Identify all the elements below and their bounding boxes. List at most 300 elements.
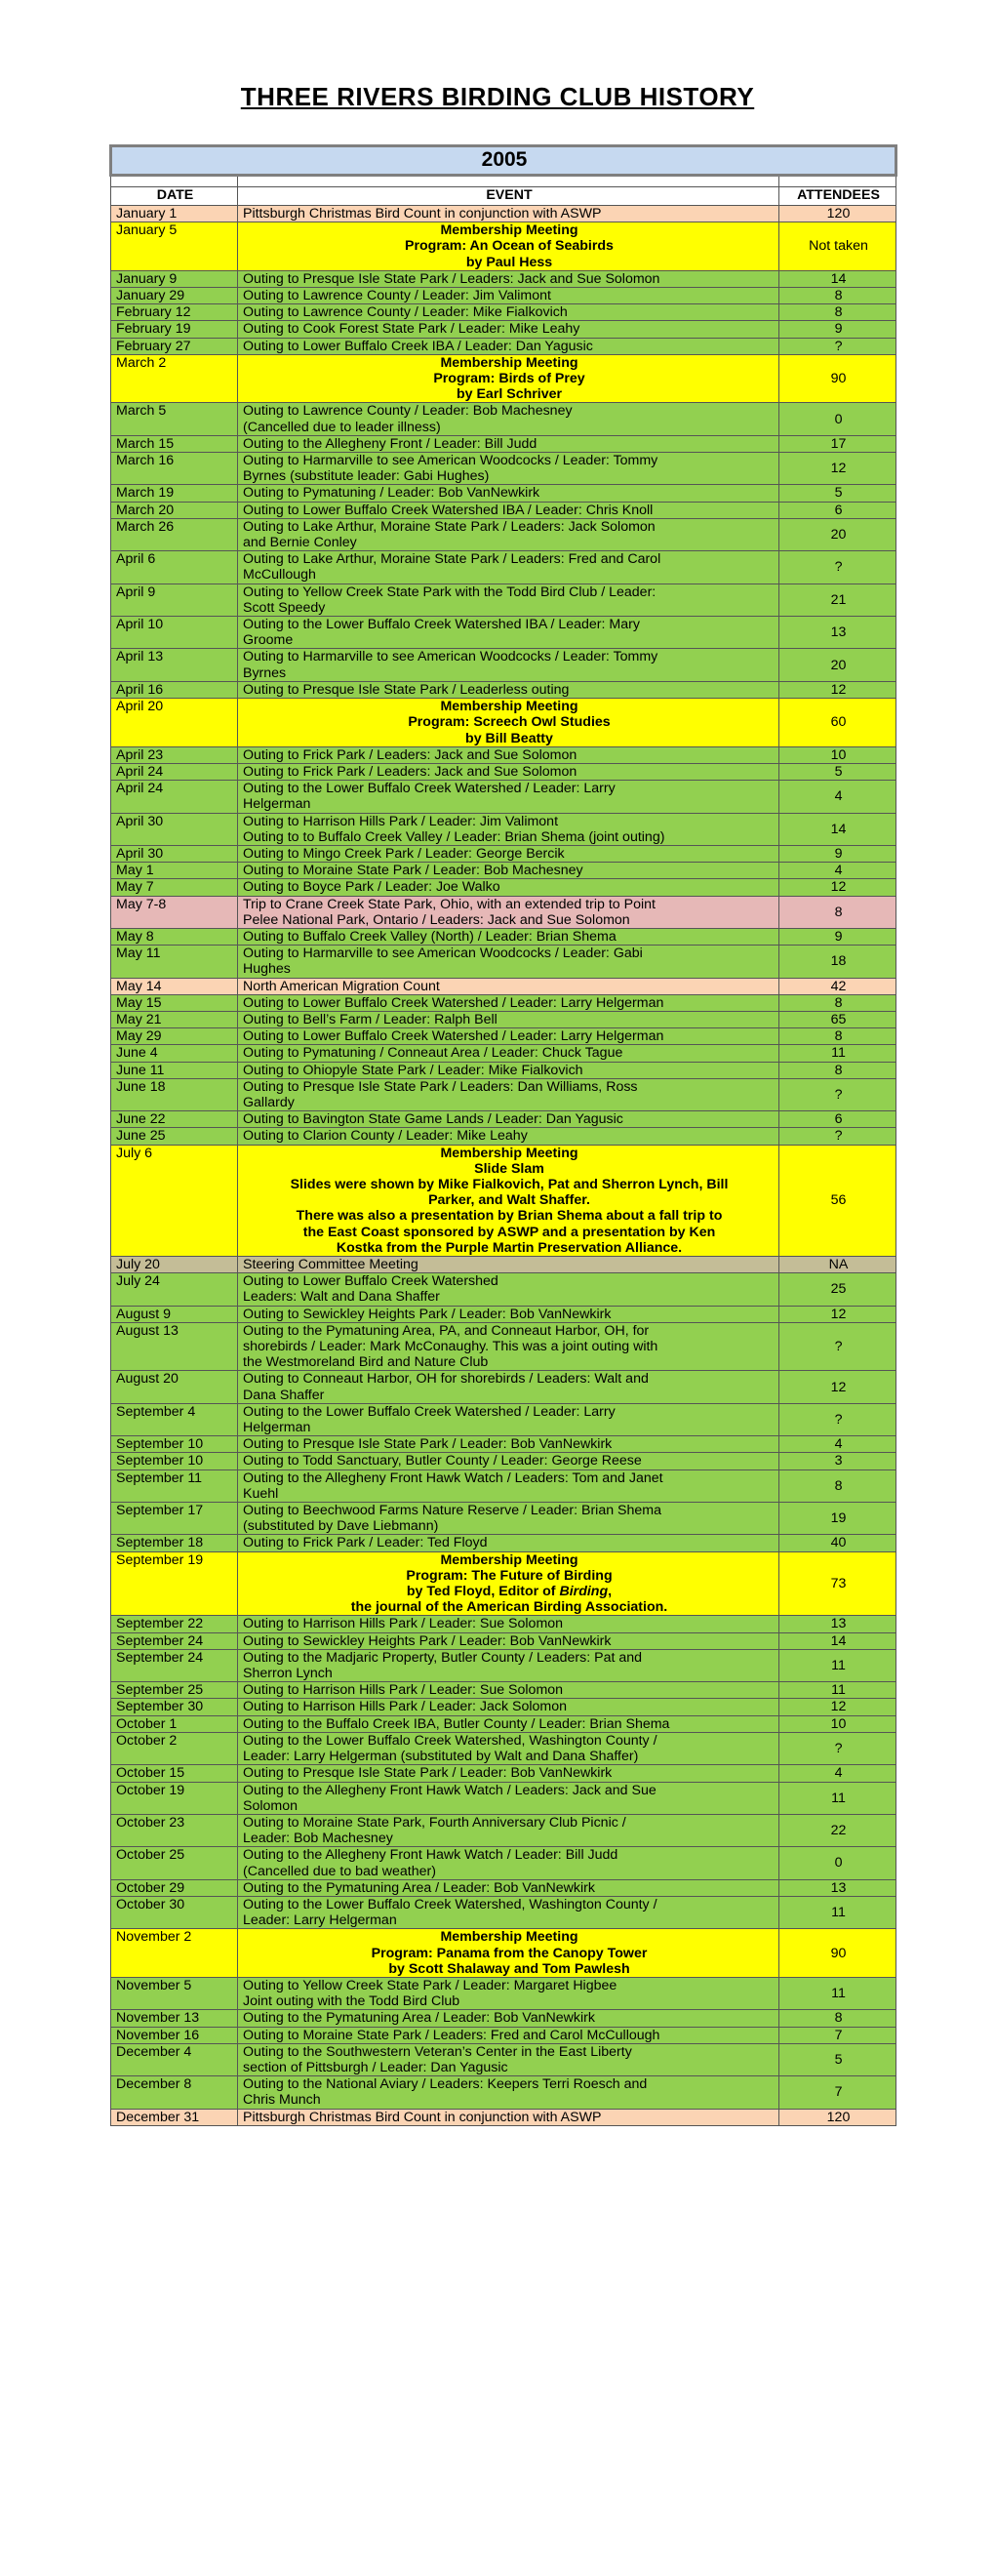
attendees-cell: 12 [779, 1699, 896, 1715]
date-cell: October 25 [111, 1847, 238, 1879]
attendees-cell: 60 [779, 699, 896, 747]
outing-row [111, 403, 896, 435]
attendees-cell: 3 [779, 1453, 896, 1469]
event-line: Outing to Moraine State Park / Leader: Bob Machesney [243, 863, 583, 879]
date-cell: September 22 [111, 1616, 238, 1632]
attendees-cell: 4 [779, 1436, 896, 1453]
date-cell: September 25 [111, 1682, 238, 1699]
date-cell: September 24 [111, 1632, 238, 1649]
event-line: Outing to Beechwood Farms Nature Reserve / Leader: Brian Shema [243, 1503, 661, 1519]
date-cell: October 29 [111, 1879, 238, 1896]
event-cell [238, 649, 779, 681]
outing-row [111, 288, 896, 304]
membership-meeting-row [111, 222, 896, 271]
event-cell [238, 978, 779, 994]
event-line: Solomon [243, 1797, 298, 1814]
event-line: Outing to Mingo Creek Park / Leader: George Bercik [243, 845, 565, 862]
date-cell: August 20 [111, 1371, 238, 1403]
event-cell [238, 946, 779, 978]
event-line: Hughes [243, 961, 291, 978]
outing-row [111, 1273, 896, 1306]
event-line: Byrnes (substitute leader: Gabi Hughes) [243, 468, 490, 485]
date-cell: January 1 [111, 206, 238, 222]
event-cell [238, 403, 779, 435]
attendees-cell: 18 [779, 946, 896, 978]
event-line: Helgerman [243, 1420, 311, 1436]
event-line: Outing to Harrison Hills Park / Leader: Jack Solomon [243, 1699, 567, 1715]
outing-row [111, 1699, 896, 1715]
date-cell: February 12 [111, 304, 238, 321]
event-cell [238, 1128, 779, 1145]
event-line: Outing to Moraine State Park / Leaders: Fred and Carol McCullough [243, 2027, 660, 2043]
event-line: Scott Speedy [243, 599, 326, 616]
outing-row [111, 946, 896, 978]
attendees-cell: 8 [779, 1062, 896, 1078]
event-line: by Ted Floyd, Editor of Birding, [406, 1584, 613, 1600]
event-line: Membership Meeting [440, 1929, 578, 1946]
event-line: Outing to Harmarville to see American Woodcocks / Leader: Tommy [243, 453, 658, 469]
event-line: Outing to Presque Isle State Park / Leaderless outing [243, 681, 570, 698]
outing-row [111, 617, 896, 649]
date-cell: September 11 [111, 1469, 238, 1502]
event-line: Membership Meeting [440, 1145, 578, 1161]
outing-row [111, 746, 896, 763]
outing-row [111, 1078, 896, 1110]
event-cell [238, 1306, 779, 1322]
outing-row [111, 1306, 896, 1322]
attendees-cell: 22 [779, 1814, 896, 1846]
spacer-row [111, 176, 896, 187]
outing-row [111, 551, 896, 584]
event-cell [238, 763, 779, 780]
date-cell: October 15 [111, 1765, 238, 1782]
event-cell [238, 1371, 779, 1403]
date-cell: March 5 [111, 403, 238, 435]
history-table-body [111, 146, 896, 2126]
date-cell: April 30 [111, 813, 238, 845]
outing-row [111, 1879, 896, 1896]
outing-row [111, 435, 896, 452]
outing-row [111, 2010, 896, 2027]
date-column-header: DATE [111, 187, 238, 206]
outing-row [111, 1469, 896, 1502]
event-line: Program: The Future of Birding [406, 1567, 613, 1584]
event-cell [238, 485, 779, 502]
event-line: Program: Panama from the Canopy Tower [371, 1945, 648, 1961]
outing-row [111, 453, 896, 485]
date-cell: July 24 [111, 1273, 238, 1306]
event-line: Leader: Larry Helgerman [243, 1912, 397, 1929]
attendees-cell: 11 [779, 1977, 896, 2009]
date-cell: May 7 [111, 879, 238, 896]
date-cell: May 11 [111, 946, 238, 978]
event-line: the East Coast sponsored by ASWP and a presentation by Ken [302, 1224, 716, 1240]
event-cell [238, 1732, 779, 1764]
event-cell [238, 1699, 779, 1715]
event-cell [238, 206, 779, 222]
event-line: Outing to the Pymatuning Area / Leader: Bob VanNewkirk [243, 1879, 595, 1896]
event-cell [238, 1632, 779, 1649]
event-line: Program: Screech Owl Studies [408, 714, 611, 731]
event-line: Outing to Lawrence County / Leader: Jim Valimont [243, 288, 551, 304]
event-line: shorebirds / Leader: Mark McConaughy. This was a joint outing with [243, 1339, 658, 1355]
event-cell [238, 1078, 779, 1110]
event-line: Slides were shown by Mike Fialkovich, Pat and Sherron Lynch, Bill [290, 1176, 729, 1192]
date-cell: July 6 [111, 1145, 238, 1256]
event-column-header: EVENT [238, 187, 779, 206]
event-line: Outing to Frick Park / Leaders: Jack and Sue Solomon [243, 746, 577, 763]
event-cell [238, 1896, 779, 1928]
outing-row [111, 1896, 896, 1928]
date-cell: March 2 [111, 354, 238, 403]
outing-row [111, 1322, 896, 1371]
event-cell [238, 1403, 779, 1435]
history-table [109, 144, 897, 2126]
date-cell: May 1 [111, 863, 238, 879]
outing-row [111, 1715, 896, 1732]
event-cell [238, 1616, 779, 1632]
attendees-cell: 65 [779, 1011, 896, 1027]
attendees-cell: 12 [779, 1306, 896, 1322]
event-line: Outing to Pymatuning / Conneaut Area / Leader: Chuck Tague [243, 1045, 623, 1062]
event-cell [238, 1469, 779, 1502]
outing-row [111, 813, 896, 845]
event-cell [238, 321, 779, 338]
outing-row [111, 304, 896, 321]
date-cell: March 16 [111, 453, 238, 485]
attendees-cell: 8 [779, 304, 896, 321]
date-cell: January 5 [111, 222, 238, 271]
attendees-cell: 90 [779, 1929, 896, 1978]
event-cell [238, 1111, 779, 1128]
date-cell: July 20 [111, 1257, 238, 1273]
event-line: Outing to the Pymatuning Area / Leader: Bob VanNewkirk [243, 2010, 595, 2027]
event-line: section of Pittsburgh / Leader: Dan Yagusic [243, 2059, 508, 2075]
event-cell [238, 699, 779, 747]
event-line: Parker, and Walt Shaffer. [428, 1192, 590, 1209]
attendees-column-header: ATTENDEES [779, 187, 896, 206]
outing-row [111, 584, 896, 616]
event-cell [238, 304, 779, 321]
attendees-cell: 40 [779, 1535, 896, 1551]
event-line: Outing to Harrison Hills Park / Leader: Sue Solomon [243, 1616, 564, 1632]
event-cell [238, 1929, 779, 1978]
event-line: Outing to the Lower Buffalo Creek Watershed / Leader: Larry [243, 1403, 616, 1420]
event-cell [238, 551, 779, 584]
attendees-cell: 11 [779, 1782, 896, 1814]
event-cell [238, 584, 779, 616]
date-cell: September 19 [111, 1551, 238, 1616]
attendees-cell: 8 [779, 1469, 896, 1502]
outing-row [111, 1847, 896, 1879]
event-line: Outing to Frick Park / Leaders: Jack and Sue Solomon [243, 763, 577, 780]
date-cell: September 4 [111, 1403, 238, 1435]
event-cell [238, 879, 779, 896]
attendees-cell: 14 [779, 270, 896, 287]
spacer-cell [111, 176, 238, 187]
event-line: Pittsburgh Christmas Bird Count in conjunction with ASWP [243, 206, 602, 221]
event-cell [238, 1535, 779, 1551]
bird-count-row [111, 2109, 896, 2125]
event-cell [238, 1028, 779, 1045]
event-line: (Cancelled due to bad weather) [243, 1863, 436, 1879]
attendees-cell: 12 [779, 681, 896, 698]
date-cell: April 30 [111, 845, 238, 862]
event-cell [238, 1649, 779, 1681]
event-line: Kuehl [243, 1485, 279, 1502]
attendees-cell: 8 [779, 288, 896, 304]
date-cell: September 10 [111, 1453, 238, 1469]
event-cell [238, 1011, 779, 1027]
event-line: Outing to Lawrence County / Leader: Mike Fialkovich [243, 304, 568, 321]
event-cell [238, 1765, 779, 1782]
event-line: by Scott Shalaway and Tom Pawlesh [388, 1960, 630, 1977]
event-line: Outing to Presque Isle State Park / Leader: Bob VanNewkirk [243, 1436, 613, 1453]
date-cell: May 21 [111, 1011, 238, 1027]
date-cell: January 9 [111, 270, 238, 287]
event-line: Membership Meeting [440, 1551, 578, 1568]
event-line: Outing to Conneaut Harbor, OH for shorebirds / Leaders: Walt and [243, 1371, 649, 1388]
date-cell: May 15 [111, 994, 238, 1011]
attendees-cell: 11 [779, 1045, 896, 1062]
attendees-cell: NA [779, 1257, 896, 1273]
event-line: Outing to Harrison Hills Park / Leader: Sue Solomon [243, 1682, 564, 1699]
attendees-cell: 11 [779, 1649, 896, 1681]
event-line: Outing to Lawrence County / Leader: Bob Machesney [243, 403, 573, 420]
event-line: Outing to Bavington State Game Lands / Leader: Dan Yagusic [243, 1111, 623, 1128]
steering-meeting-row [111, 1257, 896, 1273]
outing-row [111, 338, 896, 354]
attendees-cell: 9 [779, 928, 896, 945]
date-cell: November 2 [111, 1929, 238, 1978]
date-cell: February 19 [111, 321, 238, 338]
spacer-cell [779, 176, 896, 187]
attendees-cell: ? [779, 1322, 896, 1371]
event-line: Outing to Lower Buffalo Creek Watershed IBA / Leader: Chris Knoll [243, 502, 654, 518]
attendees-cell: 6 [779, 1111, 896, 1128]
event-cell [238, 354, 779, 403]
attendees-cell: 20 [779, 518, 896, 550]
event-line: Outing to Frick Park / Leader: Ted Floyd [243, 1535, 488, 1551]
event-line: Outing to the Lower Buffalo Creek Watershed, Washington County / [243, 1896, 657, 1912]
bird-count-row [111, 978, 896, 994]
attendees-cell: 4 [779, 863, 896, 879]
event-line: Outing to Sewickley Heights Park / Leader: Bob VanNewkirk [243, 1632, 612, 1649]
event-cell [238, 288, 779, 304]
page-title: THREE RIVERS BIRDING CLUB HISTORY [240, 82, 755, 111]
event-cell [238, 1847, 779, 1879]
event-line: Leader: Larry Helgerman (substituted by Walt and Dana Shaffer) [243, 1749, 639, 1765]
event-line: Outing to Buffalo Creek Valley (North) / Leader: Brian Shema [243, 928, 617, 945]
event-cell [238, 994, 779, 1011]
date-cell: April 24 [111, 781, 238, 813]
event-line: Outing to Presque Isle State Park / Leaders: Dan Williams, Ross [243, 1078, 638, 1095]
date-cell: March 26 [111, 518, 238, 550]
event-line: and Bernie Conley [243, 535, 357, 551]
date-cell: March 15 [111, 435, 238, 452]
outing-row [111, 1814, 896, 1846]
outing-row [111, 845, 896, 862]
event-line: Outing to the Pymatuning Area, PA, and Conneaut Harbor, OH, for [243, 1322, 650, 1339]
date-cell: April 13 [111, 649, 238, 681]
event-line: Outing to Lower Buffalo Creek IBA / Leader: Dan Yagusic [243, 338, 593, 354]
event-line: Outing to Yellow Creek State Park with the Todd Bird Club / Leader: [243, 584, 657, 600]
event-line: Dana Shaffer [243, 1387, 325, 1403]
event-line: Outing to the Allegheny Front Hawk Watch / Leaders: Tom and Janet [243, 1469, 663, 1486]
date-cell: January 29 [111, 288, 238, 304]
attendees-cell: ? [779, 1403, 896, 1435]
date-cell: March 20 [111, 502, 238, 518]
event-cell [238, 1436, 779, 1453]
attendees-cell: 25 [779, 1273, 896, 1306]
event-line: Outing to Yellow Creek State Park / Leader: Margaret Higbee [243, 1977, 617, 1993]
outing-row [111, 879, 896, 896]
date-cell: September 17 [111, 1503, 238, 1535]
date-cell: April 16 [111, 681, 238, 698]
attendees-cell: 56 [779, 1145, 896, 1256]
event-cell [238, 1503, 779, 1535]
year-row [111, 146, 896, 176]
outing-row [111, 2076, 896, 2109]
date-cell: August 9 [111, 1306, 238, 1322]
outing-row [111, 763, 896, 780]
date-cell: December 8 [111, 2076, 238, 2109]
attendees-cell: 10 [779, 1715, 896, 1732]
date-cell: November 16 [111, 2027, 238, 2043]
attendees-cell: 13 [779, 1879, 896, 1896]
membership-meeting-row [111, 1929, 896, 1978]
attendees-cell: 6 [779, 502, 896, 518]
attendees-cell: 5 [779, 485, 896, 502]
membership-meeting-row [111, 1145, 896, 1256]
event-line: Outing to the Madjaric Property, Butler County / Leaders: Pat and [243, 1649, 643, 1666]
outing-row [111, 863, 896, 879]
attendees-cell: Not taken [779, 222, 896, 271]
event-line: Outing to the Lower Buffalo Creek Watershed, Washington County / [243, 1732, 657, 1749]
event-cell [238, 681, 779, 698]
date-cell: May 7-8 [111, 896, 238, 928]
event-cell [238, 863, 779, 879]
date-cell: May 14 [111, 978, 238, 994]
event-cell [238, 518, 779, 550]
attendees-cell: 7 [779, 2027, 896, 2043]
date-cell: June 4 [111, 1045, 238, 1062]
bird-count-row [111, 206, 896, 222]
event-line: Membership Meeting [440, 222, 578, 239]
date-cell: December 31 [111, 2109, 238, 2125]
event-line: Outing to the Allegheny Front / Leader: Bill Judd [243, 435, 537, 452]
date-cell: May 8 [111, 928, 238, 945]
event-line: Outing to to Buffalo Creek Valley / Leader: Brian Shema (joint outing) [243, 828, 665, 845]
attendees-cell: 13 [779, 617, 896, 649]
date-cell: October 30 [111, 1896, 238, 1928]
outing-row [111, 1111, 896, 1128]
outing-row [111, 1128, 896, 1145]
event-line: Outing to Pymatuning / Leader: Bob VanNewkirk [243, 485, 540, 502]
event-line: Outing to the Allegheny Front Hawk Watch / Leader: Bill Judd [243, 1847, 618, 1864]
header-row [111, 187, 896, 206]
outing-row [111, 1682, 896, 1699]
attendees-cell: 14 [779, 1632, 896, 1649]
attendees-cell: 11 [779, 1896, 896, 1928]
event-line: Outing to Sewickley Heights Park / Leader: Bob VanNewkirk [243, 1306, 612, 1322]
event-cell [238, 813, 779, 845]
outing-row [111, 1649, 896, 1681]
attendees-cell: 12 [779, 453, 896, 485]
attendees-cell: ? [779, 1128, 896, 1145]
event-line: by Earl Schriver [456, 386, 563, 403]
event-cell [238, 1551, 779, 1616]
date-cell: October 2 [111, 1732, 238, 1764]
attendees-cell: 5 [779, 2043, 896, 2075]
outing-row [111, 1028, 896, 1045]
event-line: Leader: Bob Machesney [243, 1831, 393, 1847]
event-cell [238, 338, 779, 354]
attendees-cell: 4 [779, 1765, 896, 1782]
attendees-cell: 73 [779, 1551, 896, 1616]
date-cell: September 24 [111, 1649, 238, 1681]
event-line: Outing to Bell’s Farm / Leader: Ralph Bell [243, 1011, 498, 1027]
event-line: Pittsburgh Christmas Bird Count in conjunction with ASWP [243, 2109, 602, 2125]
event-cell [238, 1257, 779, 1273]
date-cell: May 29 [111, 1028, 238, 1045]
event-cell [238, 453, 779, 485]
date-cell: June 25 [111, 1128, 238, 1145]
event-line: Outing to Harmarville to see American Woodcocks / Leader: Gabi [243, 946, 643, 962]
event-line: Leaders: Walt and Dana Shaffer [243, 1289, 440, 1306]
outing-row [111, 1503, 896, 1535]
event-cell [238, 1062, 779, 1078]
outing-row [111, 1045, 896, 1062]
event-cell [238, 928, 779, 945]
event-line: Outing to Clarion County / Leader: Mike Leahy [243, 1128, 528, 1145]
date-cell: October 23 [111, 1814, 238, 1846]
event-line: Groome [243, 632, 294, 649]
attendees-cell: 5 [779, 763, 896, 780]
event-line: McCullough [243, 567, 316, 584]
event-line: Gallardy [243, 1094, 295, 1110]
event-cell [238, 435, 779, 452]
event-line: (Cancelled due to leader illness) [243, 419, 441, 435]
event-cell [238, 1782, 779, 1814]
event-line: Outing to Presque Isle State Park / Leader: Bob VanNewkirk [243, 1765, 613, 1782]
event-cell [238, 1715, 779, 1732]
attendees-cell: 4 [779, 781, 896, 813]
date-cell: April 6 [111, 551, 238, 584]
event-line: Outing to Lower Buffalo Creek Watershed / Leader: Larry Helgerman [243, 994, 664, 1011]
event-line: Outing to Harmarville to see American Woodcocks / Leader: Tommy [243, 649, 658, 665]
event-line: Program: An Ocean of Seabirds [405, 238, 614, 255]
outing-row [111, 321, 896, 338]
event-cell [238, 1322, 779, 1371]
date-cell: June 18 [111, 1078, 238, 1110]
outing-row [111, 994, 896, 1011]
trip-row [111, 896, 896, 928]
event-line: Outing to Lake Arthur, Moraine State Park / Leaders: Fred and Carol [243, 551, 661, 568]
event-line: North American Migration Count [243, 978, 440, 994]
event-cell [238, 2076, 779, 2109]
event-cell [238, 1273, 779, 1306]
attendees-cell: 17 [779, 435, 896, 452]
outing-row [111, 502, 896, 518]
outing-row [111, 1403, 896, 1435]
date-cell: September 10 [111, 1436, 238, 1453]
event-cell [238, 1814, 779, 1846]
event-cell [238, 502, 779, 518]
attendees-cell: 0 [779, 1847, 896, 1879]
outing-row [111, 681, 896, 698]
event-cell [238, 781, 779, 813]
